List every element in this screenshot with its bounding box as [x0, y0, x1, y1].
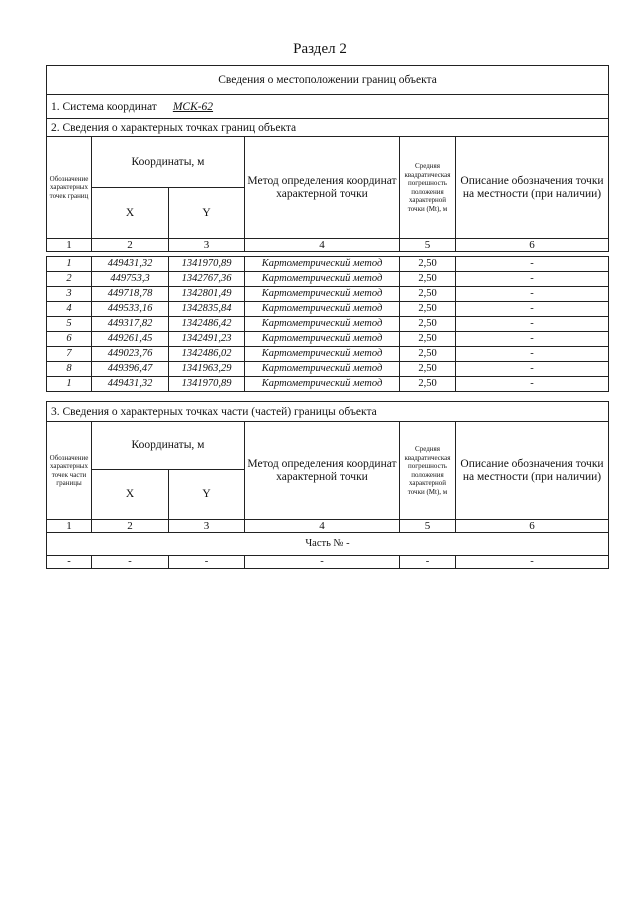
cell-point: 7 [47, 347, 92, 362]
cell-error: 2,50 [400, 272, 456, 287]
header-method: Метод определения координат характерной точки [245, 137, 400, 239]
cell-y: 1342767,36 [169, 272, 245, 287]
cell-error: 2,50 [400, 332, 456, 347]
cell-error: 2,50 [400, 317, 456, 332]
col-number: 4 [245, 520, 400, 533]
cell-error: 2,50 [400, 257, 456, 272]
cell-y: 1342486,02 [169, 347, 245, 362]
cell-desc: - [456, 287, 609, 302]
table-row [47, 317, 609, 332]
cell-desc: - [456, 272, 609, 287]
table-row [47, 272, 609, 287]
cell-y: 1341970,89 [169, 257, 245, 272]
cell-x: 449753,3 [92, 272, 169, 287]
col-number: 6 [456, 239, 609, 252]
cell-point: 4 [47, 302, 92, 317]
cell-method: Картометрический метод [245, 272, 400, 287]
col-number: 1 [47, 520, 92, 533]
boundaries-table [46, 65, 609, 392]
cell-desc: - [456, 362, 609, 377]
col-number: 6 [456, 520, 609, 533]
header-coords: Координаты, м [92, 422, 245, 470]
part-points-heading: 3. Сведения о характерных точках части (частей) границы объекта [47, 402, 609, 422]
cell-y: 1342835,84 [169, 302, 245, 317]
empty-cell: - [169, 556, 245, 569]
header-x: X [92, 188, 169, 239]
cell-desc: - [456, 257, 609, 272]
col-number: 2 [92, 239, 169, 252]
cell-point: 5 [47, 317, 92, 332]
cell-y: 1341970,89 [169, 377, 245, 392]
cell-point: 1 [47, 377, 92, 392]
col-number: 3 [169, 239, 245, 252]
empty-cell: - [47, 556, 92, 569]
empty-cell: - [400, 556, 456, 569]
cell-point: 8 [47, 362, 92, 377]
cell-point: 3 [47, 287, 92, 302]
col-number: 4 [245, 239, 400, 252]
cell-x: 449261,45 [92, 332, 169, 347]
header-coords: Координаты, м [92, 137, 245, 188]
cell-method: Картометрический метод [245, 287, 400, 302]
header-x: X [92, 470, 169, 520]
cell-x: 449431,32 [92, 377, 169, 392]
points-body [47, 257, 609, 392]
empty-cell: - [456, 556, 609, 569]
cell-desc: - [456, 347, 609, 362]
cell-method: Картометрический метод [245, 332, 400, 347]
col-number: 2 [92, 520, 169, 533]
cell-method: Картометрический метод [245, 377, 400, 392]
table-row [47, 377, 609, 392]
cell-x: 449317,82 [92, 317, 169, 332]
coord-system-label: 1. Система координат [51, 100, 157, 113]
cell-x: 449718,78 [92, 287, 169, 302]
header-point: Обозначение характерных точек части границы [47, 422, 92, 520]
empty-cell: - [92, 556, 169, 569]
cell-point: 1 [47, 257, 92, 272]
cell-y: 1342801,49 [169, 287, 245, 302]
cell-method: Картометрический метод [245, 302, 400, 317]
cell-desc: - [456, 377, 609, 392]
header-description: Описание обозначения точки на местности (при наличии) [456, 422, 609, 520]
cell-method: Картометрический метод [245, 347, 400, 362]
part-label: Часть № - [47, 533, 609, 556]
cell-error: 2,50 [400, 302, 456, 317]
cell-y: 1342491,23 [169, 332, 245, 347]
col-number: 5 [400, 520, 456, 533]
table-row [47, 302, 609, 317]
table-title: Сведения о местоположении границ объекта [47, 66, 609, 95]
col-number: 5 [400, 239, 456, 252]
col-number: 3 [169, 520, 245, 533]
cell-x: 449023,76 [92, 347, 169, 362]
cell-desc: - [456, 332, 609, 347]
header-point: Обозначение характерных точек границ [47, 137, 92, 239]
coord-system-value: МСК-62 [172, 100, 214, 113]
cell-error: 2,50 [400, 347, 456, 362]
col-number: 1 [47, 239, 92, 252]
part-boundaries-table [46, 401, 609, 569]
cell-error: 2,50 [400, 287, 456, 302]
header-y: Y [169, 470, 245, 520]
section-title: Раздел 2 [293, 41, 347, 57]
cell-point: 6 [47, 332, 92, 347]
header-method: Метод определения координат характерной точки [245, 422, 400, 520]
empty-cell: - [245, 556, 400, 569]
char-points-heading: 2. Сведения о характерных точках границ объекта [47, 119, 609, 137]
table-row [47, 332, 609, 347]
header-error: Средняя квадратическая погрешность положения характерной точки (Mt), м [400, 422, 456, 520]
cell-method: Картометрический метод [245, 257, 400, 272]
table-row [47, 362, 609, 377]
cell-method: Картометрический метод [245, 362, 400, 377]
header-y: Y [169, 188, 245, 239]
cell-x: 449533,16 [92, 302, 169, 317]
cell-desc: - [456, 302, 609, 317]
cell-error: 2,50 [400, 362, 456, 377]
table-row [47, 257, 609, 272]
header-error: Средняя квадратическая погрешность положения характерной точки (Mt), м [400, 137, 456, 239]
cell-y: 1342486,42 [169, 317, 245, 332]
cell-x: 449396,47 [92, 362, 169, 377]
table-row [47, 287, 609, 302]
cell-y: 1341963,29 [169, 362, 245, 377]
cell-desc: - [456, 317, 609, 332]
table-row [47, 347, 609, 362]
coord-system-row [47, 95, 609, 119]
cell-error: 2,50 [400, 377, 456, 392]
cell-point: 2 [47, 272, 92, 287]
cell-method: Картометрический метод [245, 317, 400, 332]
header-description: Описание обозначения точки на местности (при наличии) [456, 137, 609, 239]
cell-x: 449431,32 [92, 257, 169, 272]
